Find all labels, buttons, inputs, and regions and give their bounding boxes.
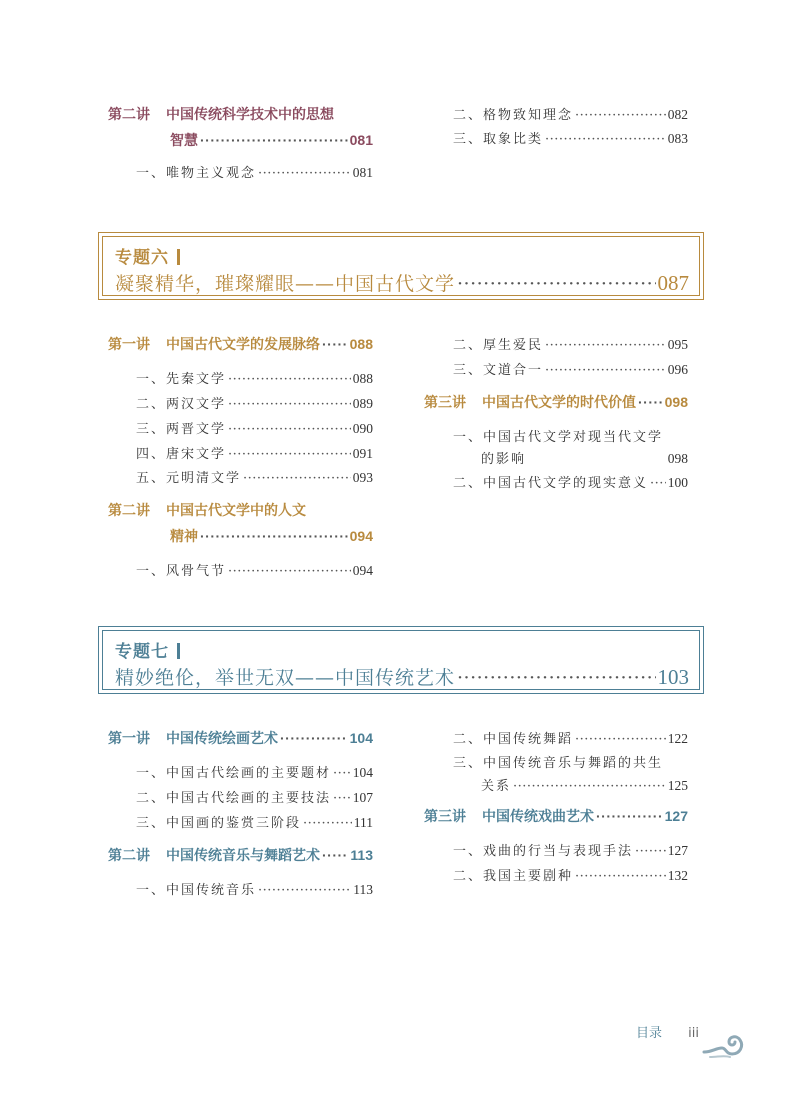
page-number: 081 xyxy=(349,132,373,148)
lecture-heading-continued[interactable] xyxy=(170,526,373,546)
item-text: 二、我国主要剧种 xyxy=(453,869,574,884)
toc-item[interactable] xyxy=(136,418,373,437)
item-text: 二、格物致知理念 xyxy=(453,108,574,123)
toc-item[interactable] xyxy=(453,840,688,859)
item-text: 一、中国古代绘画的主要题材 xyxy=(136,766,332,781)
toc-item[interactable] xyxy=(136,812,373,831)
toc-item[interactable] xyxy=(136,393,373,412)
toc-item[interactable] xyxy=(136,162,373,181)
page-number: 125 xyxy=(667,778,688,793)
page-number: 081 xyxy=(352,165,373,180)
lecture-label: 第二讲 xyxy=(108,106,150,122)
item-text: 一、中国传统音乐 xyxy=(136,883,257,898)
toc-item[interactable] xyxy=(453,104,688,123)
page-number: 132 xyxy=(667,868,688,883)
lecture-title-continued: 智慧 xyxy=(170,132,198,148)
page-number: 090 xyxy=(352,421,373,436)
item-text: 三、文道合一 xyxy=(453,363,544,378)
page-number: 091 xyxy=(352,446,373,461)
lecture-label: 第二讲 xyxy=(108,847,150,863)
page-number: 122 xyxy=(667,731,688,746)
page-number: 088 xyxy=(352,371,373,386)
lecture-label: 第一讲 xyxy=(108,336,150,352)
item-text: 一、戏曲的行当与表现手法 xyxy=(453,844,634,859)
toc-item[interactable] xyxy=(136,762,373,781)
lecture-heading-continued[interactable] xyxy=(170,130,373,150)
toc-item[interactable] xyxy=(453,128,688,147)
footer-page-number: iii xyxy=(688,1026,699,1041)
page-number: 127 xyxy=(667,843,688,858)
lecture-label: 第一讲 xyxy=(108,730,150,746)
toc-item[interactable] xyxy=(136,787,373,806)
toc-item[interactable] xyxy=(453,426,663,445)
item-text-continued: 的影响 xyxy=(481,452,527,467)
footer xyxy=(636,1022,699,1041)
lecture-heading[interactable] xyxy=(108,500,306,520)
page-number: 096 xyxy=(667,362,688,377)
page-number: 104 xyxy=(349,730,373,746)
lecture-title: 中国传统绘画艺术 xyxy=(166,730,278,746)
item-text: 三、取象比类 xyxy=(453,132,544,147)
item-text: 一、风骨气节 xyxy=(136,564,227,579)
topic-tag xyxy=(115,243,180,268)
tag-bar-icon xyxy=(177,643,180,659)
page-number: 100 xyxy=(667,475,688,490)
page-number: 083 xyxy=(667,131,688,146)
lecture-title: 中国古代文学的时代价值 xyxy=(482,394,636,410)
page-number: 082 xyxy=(667,107,688,122)
page-number: 113 xyxy=(350,847,373,863)
toc-item-continued[interactable] xyxy=(481,775,688,794)
lecture-title: 中国古代文学中的人文 xyxy=(166,502,306,518)
page-number: 093 xyxy=(352,470,373,485)
toc-item[interactable] xyxy=(453,752,663,771)
lecture-title: 中国传统戏曲艺术 xyxy=(482,808,594,824)
topic-title: 凝聚精华，璀璨耀眼——中国古代文学 xyxy=(115,273,456,295)
toc-item[interactable] xyxy=(136,467,373,486)
item-text: 一、中国古代文学对现当代文学 xyxy=(453,430,664,445)
toc-item[interactable] xyxy=(453,865,688,884)
item-text: 一、先秦文学 xyxy=(136,372,227,387)
item-text: 二、中国古代绘画的主要技法 xyxy=(136,791,332,806)
lecture-heading[interactable] xyxy=(108,845,373,865)
toc-item-continued[interactable] xyxy=(481,448,688,467)
lecture-title: 中国古代文学的发展脉络 xyxy=(166,336,320,352)
tag-bar-icon xyxy=(177,249,180,265)
toc-item[interactable] xyxy=(453,728,688,747)
toc-item[interactable] xyxy=(136,879,373,898)
topic-box xyxy=(98,626,704,694)
lecture-title-continued: 精神 xyxy=(170,528,198,544)
page-number: 113 xyxy=(353,882,373,897)
item-text-continued: 关系 xyxy=(481,779,512,794)
topic-title: 精妙绝伦，举世无双——中国传统艺术 xyxy=(115,667,456,689)
item-text: 二、中国传统舞蹈 xyxy=(453,732,574,747)
item-text: 一、唯物主义观念 xyxy=(136,166,257,181)
toc-item[interactable] xyxy=(136,560,373,579)
page-number: 095 xyxy=(667,337,688,352)
page-number: 094 xyxy=(349,528,373,544)
lecture-heading[interactable] xyxy=(108,334,373,354)
footer-label: 目录 xyxy=(636,1026,663,1041)
lecture-label: 第三讲 xyxy=(424,808,466,824)
topic-box xyxy=(98,232,704,300)
topic-heading[interactable] xyxy=(115,663,689,690)
page-number: 111 xyxy=(353,815,373,830)
lecture-heading[interactable] xyxy=(424,392,688,412)
page-number: 098 xyxy=(664,394,688,410)
lecture-heading[interactable] xyxy=(108,728,373,748)
page-number: 127 xyxy=(664,808,688,824)
topic-tag xyxy=(115,637,180,662)
topic-tag-text: 专题六 xyxy=(115,248,169,268)
lecture-label: 第三讲 xyxy=(424,394,466,410)
cloud-swirl-icon xyxy=(700,1030,750,1060)
lecture-heading[interactable] xyxy=(108,104,334,124)
page-number: 087 xyxy=(657,271,689,295)
lecture-title: 中国传统音乐与舞蹈艺术 xyxy=(166,847,320,863)
item-text: 四、唐宋文学 xyxy=(136,447,227,462)
item-text: 二、厚生爱民 xyxy=(453,338,544,353)
page-number: 098 xyxy=(667,451,688,466)
item-text: 五、元明清文学 xyxy=(136,471,242,486)
page-number: 089 xyxy=(352,396,373,411)
page-number: 104 xyxy=(352,765,373,780)
toc-item[interactable] xyxy=(453,472,688,491)
topic-tag-text: 专题七 xyxy=(115,642,169,662)
item-text: 二、两汉文学 xyxy=(136,397,227,412)
item-text: 三、两晋文学 xyxy=(136,422,227,437)
lecture-heading[interactable] xyxy=(424,806,688,826)
page-number: 088 xyxy=(349,336,373,352)
toc-item[interactable] xyxy=(136,368,373,387)
toc-item[interactable] xyxy=(453,359,688,378)
lecture-title: 中国传统科学技术中的思想 xyxy=(166,106,334,122)
item-text: 三、中国画的鉴赏三阶段 xyxy=(136,816,302,831)
toc-item[interactable] xyxy=(453,334,688,353)
item-text: 三、中国传统音乐与舞蹈的共生 xyxy=(453,756,664,771)
toc-item[interactable] xyxy=(136,443,373,462)
lecture-label: 第二讲 xyxy=(108,502,150,518)
item-text: 二、中国古代文学的现实意义 xyxy=(453,476,649,491)
topic-heading[interactable] xyxy=(115,269,689,296)
page-number: 107 xyxy=(352,790,373,805)
page-number: 094 xyxy=(352,563,373,578)
page-number: 103 xyxy=(657,665,689,689)
